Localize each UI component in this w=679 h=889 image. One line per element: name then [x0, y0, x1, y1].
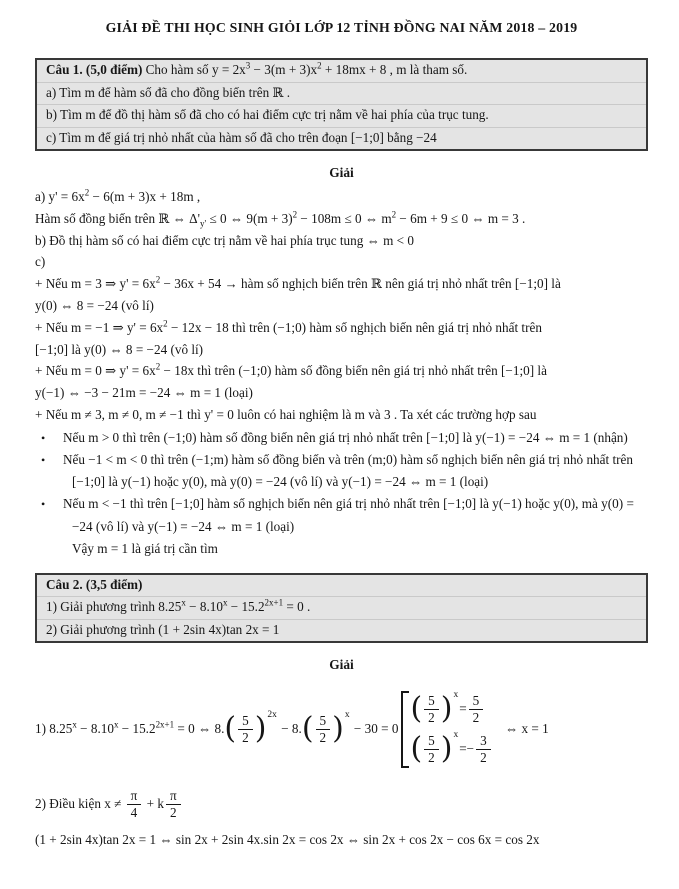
fraction: $\frac{\pi}{4}$ [125, 789, 144, 820]
solution-line: y(−1) ⇔ −3 − 21m = −24 ⇔ m = 1 (loại) [35, 385, 253, 401]
solution1-body [35, 186, 648, 560]
page-title: GIẢI ĐỀ THI HỌC SINH GIỎI LỚP 12 TỈNH ĐỒNG NAI NĂM 2018 – 2019 [105, 20, 578, 35]
right-paren-icon: ) [254, 710, 267, 746]
cases-bracket [401, 691, 494, 768]
equation-line-1: 1) $8.25^x - 8.10^x - 15.2^{2x+1} = 0$ ⇔ 8. ( $\frac{5}{2}$ ) 2x − 8. ( $\frac{5}{2}$ ) x − 30 = 0 ( $\frac{5}{2}$ ) x = $\frac{5}{2}$ ( $\frac{5}{2}$ ) x = − $\frac{3}{2}$ ⇔ x = 1 [35, 690, 549, 766]
fraction: $\frac{5}{2}$ [422, 694, 441, 725]
solution-line: c) [35, 254, 46, 270]
exponent: x [453, 690, 459, 701]
bullet-dot-icon: • [41, 497, 46, 512]
solution-line: a) $y' = 6x^2 - 6(m + 3)x + 18m$ , [35, 187, 201, 204]
bullet-dot-icon: • [41, 452, 46, 467]
question-box-2 [35, 573, 648, 644]
bullet-item: • Nếu −1 < m < 0 thì trên (−1;m) hàm số đồng biến và trên (m;0) hàm số nghịch biến nên giá trị nhỏ nhất trên [−1;0] là y(−1) hoặc y(0), mà y(0) = −24 (vô lí) và y(−1) = −24 ⇔ m = 1 (loại) [35, 449, 648, 493]
question2-part-1: 1) Giải phương trình $8.25^x - 8.10^x - 15.2^{2x+1} = 0$ . [37, 597, 646, 620]
fraction: $\frac{5}{2}$ [467, 694, 486, 725]
question2-statement [37, 575, 646, 598]
left-paren-icon: ( [301, 710, 314, 746]
question1-label: Câu 1. (5,0 điểm) [46, 62, 143, 77]
exponent: 2x [267, 710, 277, 721]
solution-line: y(0) ⇔ 8 = −24 (vô lí) [35, 297, 154, 313]
exponent: x [344, 710, 350, 721]
equation-lead: 1) $8.25^x - 8.10^x - 15.2^{2x+1} = 0$ ⇔ 8. [35, 719, 225, 737]
bullet-item: • Nếu m < −1 thì trên [−1;0] hàm số nghịch biến nên giá trị nhỏ nhất trên [−1;0] là y(−1) hoặc y(0), mà y(0) = −24 (vô lí) và y(−1) = −24 ⇔ m = 1 (loại) [35, 493, 648, 537]
bullet-item: • Nếu m > 0 thì trên (−1;0) hàm số đồng biến nên giá trị nhỏ nhất trên [−1;0] là y(−1) = −24 ⇔ m = 1 (nhận) [35, 427, 648, 449]
bullet-dot-icon: • [41, 430, 46, 445]
solution2-heading: Giải [329, 657, 354, 673]
condition-line: 2) Điều kiện x ≠ $\frac{\pi}{4}$ + k $\frac{\pi}{2}$ [35, 785, 648, 823]
case-bullet-list [35, 427, 648, 538]
solution1-heading: Giải [329, 165, 354, 180]
equation-tail: ⇔ x = 1 [501, 721, 549, 737]
right-paren-icon: ) [440, 690, 453, 726]
question-box-1 [35, 58, 648, 151]
question1-part-c: c) Tìm m để giá trị nhỏ nhất của hàm số đã cho trên đoạn [−1;0] bằng −24 [46, 129, 437, 145]
exponent: x [453, 730, 459, 741]
case-row: ( $\frac{5}{2}$ ) x = − $\frac{3}{2}$ [410, 734, 492, 765]
left-paren-icon: ( [410, 690, 423, 726]
right-paren-icon: ) [440, 730, 453, 766]
paren-fraction [301, 710, 351, 746]
fraction: $\frac{5}{2}$ [314, 714, 333, 745]
solution-line: Hàm số đồng biến trên ℝ ⇔ $\Delta'_{y'} \le 0$ ⇔ $9(m + 3)^2 - 108m \le 0$ ⇔ $m^2 - 6m + 9 \le 0$ ⇔ m = 3 . [35, 209, 526, 229]
solution-line: + Nếu m = 3 ⇒ $y' = 6x^2 - 36x + 54$ → hàm số nghịch biến trên ℝ nên giá trị nhỏ nhất trên [−1;0] là [35, 274, 561, 292]
left-paren-icon: ( [410, 730, 423, 766]
solution-line: + Nếu m ≠ 3, m ≠ 0, m ≠ −1 thì y' = 0 luôn có hai nghiệm là m và 3 . Ta xét các trường hợp sau [35, 406, 537, 422]
left-paren-icon: ( [224, 710, 237, 746]
final-equation-line: (1 + 2sin 4x)tan 2x = 1 ⇔ sin 2x + 2sin 4x.sin 2x = cos 2x ⇔ sin 2x + cos 2x − cos 6x = cos 2x [35, 832, 540, 848]
right-paren-icon: ) [332, 710, 344, 746]
fraction: $\frac{5}{2}$ [236, 714, 255, 745]
question1-part-a: a) Tìm m để hàm số đã cho đồng biến trên ℝ . [37, 83, 646, 106]
conclusion-line: Vậy m = 1 là giá trị cần tìm [72, 540, 218, 556]
minus-sign: − [466, 741, 475, 757]
solution-line: b) Đồ thị hàm số có hai điểm cực trị nằm về hai phía trục tung ⇔ m < 0 [35, 232, 414, 248]
solution-line: + Nếu m = −1 ⇒ $y' = 6x^2 - 12x - 18$ thì trên (−1;0) hàm số nghịch biến nên giá trị nhỏ nhất trên [35, 318, 542, 335]
question1-text: Cho hàm số $y = 2x^3 - 3(m + 3)x^2 + 18mx + 8$ , m là tham số. [142, 60, 468, 77]
fraction: $\frac{3}{2}$ [474, 734, 493, 765]
fraction: $\frac{5}{2}$ [422, 734, 441, 765]
paren-fraction [224, 710, 278, 746]
question2-part-2: 2) Giải phương trình (1 + 2sin 4x)tan 2x = 1 [46, 621, 280, 637]
question1-statement [37, 60, 646, 83]
case-row: ( $\frac{5}{2}$ ) x = $\frac{5}{2}$ [410, 694, 492, 725]
question2-label: Câu 2. (3,5 điểm) [46, 576, 143, 592]
solution-line: [−1;0] là y(0) ⇔ 8 = −24 (vô lí) [35, 341, 204, 357]
solution-line: + Nếu m = 0 ⇒ $y' = 6x^2 - 18x$ thì trên (−1;0) hàm số đồng biến nên giá trị nhỏ nhất trên [−1;0] là [35, 361, 547, 379]
fraction: $\frac{\pi}{2}$ [164, 789, 183, 820]
question1-part-b: b) Tìm m để đồ thị hàm số đã cho có hai điểm cực trị nằm về hai phía của trục tung. [37, 105, 646, 128]
